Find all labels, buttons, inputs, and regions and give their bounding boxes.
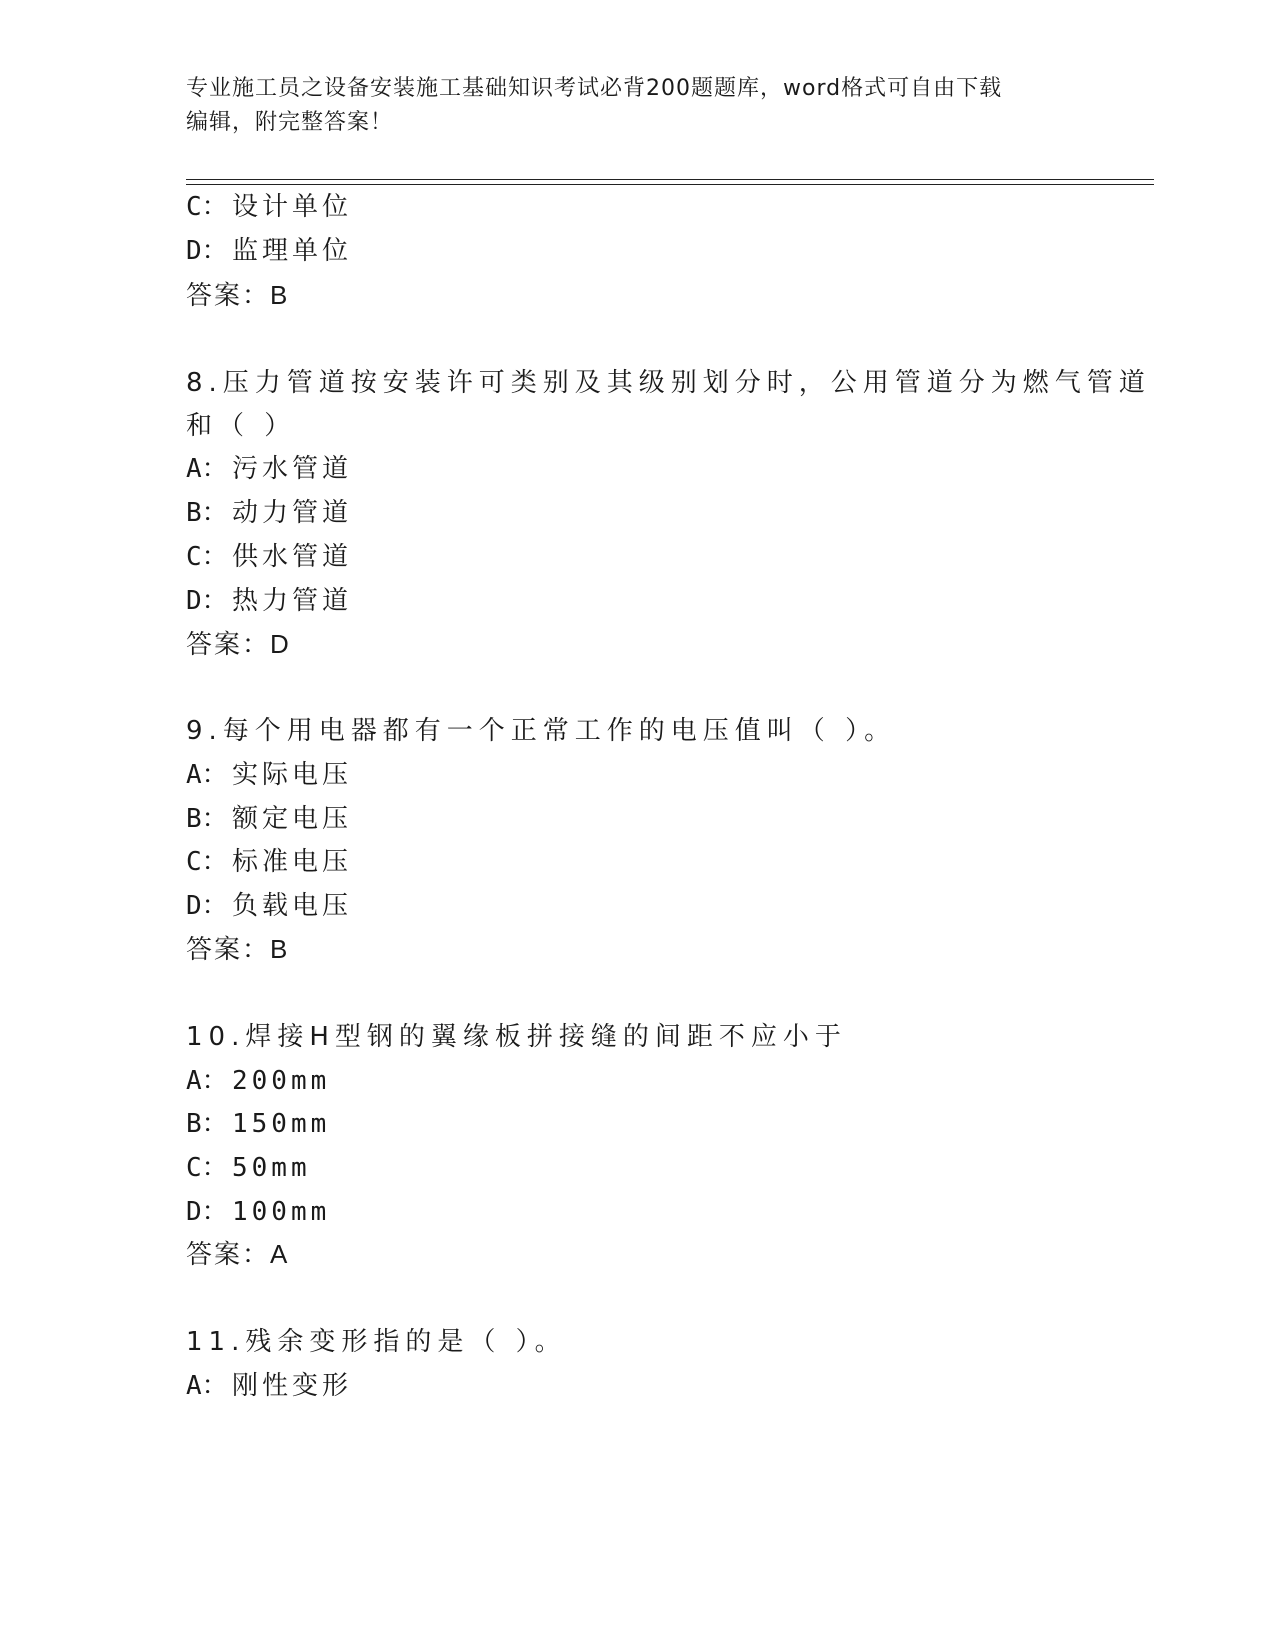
option-key: B： (186, 498, 228, 528)
q8-option-d (186, 584, 352, 618)
answer-label: 答案： (186, 630, 271, 660)
option-key: A： (186, 760, 228, 790)
q9-option-b (186, 802, 352, 836)
option-text: 刚性变形 (232, 1371, 353, 1401)
q8-stem-line-1: 8.压力管道按安装许可类别及其级别划分时，公用管道分为燃气管道 (186, 368, 1151, 398)
option-text: 额定电压 (232, 804, 353, 834)
q8-answer (186, 627, 291, 662)
option-text: 标准电压 (232, 847, 353, 877)
q10-option-d (186, 1195, 330, 1229)
document-header (186, 72, 1086, 140)
option-text: 100mm (232, 1197, 331, 1227)
q9-option-d (186, 889, 352, 923)
option-text: 供水管道 (232, 542, 353, 572)
option-key: D： (186, 586, 228, 616)
option-text: 50mm (232, 1153, 311, 1183)
answer-value: B (270, 934, 290, 964)
q8-option-b (186, 496, 352, 530)
answer-label: 答案： (186, 1240, 271, 1270)
answer-label: 答案： (186, 935, 271, 965)
option-key: A： (186, 454, 228, 484)
option-text: 200mm (232, 1066, 331, 1096)
option-key: C： (186, 1153, 228, 1183)
option-text: 污水管道 (232, 454, 353, 484)
q8-option-a (186, 452, 352, 486)
option-text: 150mm (232, 1109, 331, 1139)
answer-value: A (270, 1239, 290, 1269)
option-text: 热力管道 (232, 586, 353, 616)
option-key: C： (186, 542, 228, 572)
option-key: A： (186, 1066, 228, 1096)
q9-option-a (186, 758, 352, 792)
answer-value: B (270, 280, 290, 310)
option-key: B： (186, 804, 228, 834)
option-key: A： (186, 1371, 228, 1401)
q8-option-c (186, 540, 352, 574)
option-text: 监理单位 (232, 236, 353, 266)
q10-answer (186, 1237, 289, 1272)
option-text: 动力管道 (232, 498, 353, 528)
prev-option-c (186, 190, 352, 224)
option-text: 负载电压 (232, 891, 353, 921)
header-divider-bottom (186, 184, 1154, 185)
q8-stem-line-2: 和（ ） (186, 411, 297, 441)
header-divider-top (186, 179, 1154, 180)
prev-option-d (186, 234, 352, 268)
option-key: B： (186, 1109, 228, 1139)
answer-value: D (270, 629, 291, 659)
option-text: 实际电压 (232, 760, 353, 790)
option-text: 设计单位 (232, 192, 353, 222)
q10-stem-line-1: 10.焊接H型钢的翼缘板拼接缝的间距不应小于 (186, 1022, 847, 1052)
q9-answer (186, 932, 289, 967)
option-key: D： (186, 236, 228, 266)
q11-option-a (186, 1369, 352, 1403)
header-line-2: 编辑，附完整答案！ (186, 110, 394, 135)
header-line-1: 专业施工员之设备安装施工基础知识考试必背200题题库，word格式可自由下载 (186, 76, 1003, 101)
option-key: D： (186, 891, 228, 921)
q10-option-b (186, 1107, 330, 1141)
answer-label: 答案： (186, 281, 271, 311)
option-key: D： (186, 1197, 228, 1227)
q10-option-c (186, 1151, 311, 1185)
q11-stem-line-1: 11.残余变形指的是（ ）。 (186, 1327, 567, 1357)
q10-option-a (186, 1064, 330, 1098)
option-key: C： (186, 847, 228, 877)
q9-option-c (186, 845, 352, 879)
q9-stem-line-1: 9.每个用电器都有一个正常工作的电压值叫（ ）。 (186, 716, 897, 746)
option-key: C： (186, 192, 228, 222)
prev-answer (186, 278, 289, 313)
